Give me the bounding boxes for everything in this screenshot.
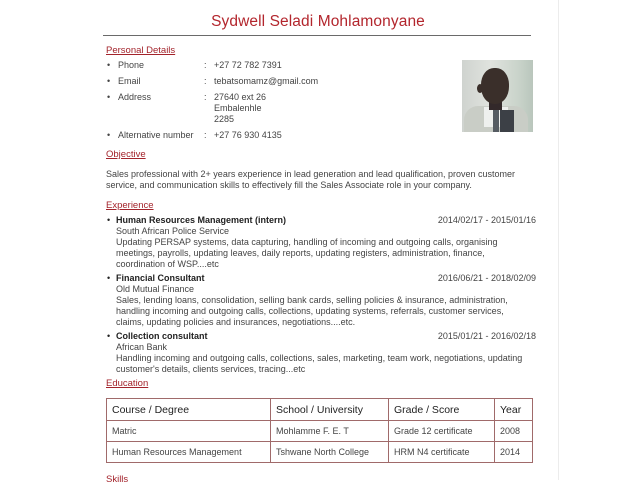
job-description-line: meetings, payrolls, updating leaves, daily reports, updating registers, administration, finance, [116, 248, 485, 258]
job-company: South African Police Service [116, 226, 230, 236]
address-line: 2285 [214, 114, 235, 124]
detail-label: Alternative number [118, 130, 194, 140]
email-link[interactable]: tebatsomamz@gmail.com [214, 76, 319, 86]
section-heading-objective: Objective [106, 149, 146, 160]
experience-item [104, 273, 536, 328]
job-description-line: claims, updating policies and insurances, negotiations....etc. [116, 317, 356, 327]
job-company: Old Mutual Finance [116, 284, 195, 294]
section-heading-experience: Experience [106, 200, 154, 211]
column-header-course: Course / Degree [107, 399, 271, 421]
table-row [107, 442, 533, 463]
resume-page [104, 0, 536, 463]
job-dates: 2014/02/17 - 2015/01/16 [437, 215, 536, 225]
table-row [107, 421, 533, 442]
cell-course: Human Resources Management [107, 442, 271, 463]
job-description-line: Updating PERSAP systems, data capturing, handling of incoming and outgoing calls, organising [116, 237, 498, 247]
detail-separator: : [204, 76, 207, 86]
cell-grade: Grade 12 certificate [389, 421, 495, 442]
profile-photo-icon [462, 60, 533, 132]
address-line: 27640 ext 26 [214, 92, 267, 102]
job-title: • Human Resources Management (intern) [116, 215, 287, 225]
cell-course: Matric [107, 421, 271, 442]
job-description-line: handling incoming and outgoing calls, collections, updating systems, referrals, customer services, [116, 306, 504, 316]
experience-list [104, 215, 536, 375]
job-dates: 2015/01/21 - 2016/02/18 [437, 331, 536, 341]
section-heading-education: Education [106, 378, 149, 389]
job-description-line: Handling incoming and outgoing calls, collections, sales, marketing, team work, negotiations, updating [116, 353, 523, 363]
cell-school: Tshwane North College [271, 442, 389, 463]
experience-item [104, 331, 536, 375]
detail-separator: : [204, 60, 207, 70]
objective-line: service, and communication skills to effectively fill the Sales Associate role in your company. [106, 180, 472, 190]
page-edge-divider [558, 0, 559, 480]
cell-grade: HRM N4 certificate [389, 442, 495, 463]
job-description-line: coordination of WSP....etc [116, 259, 219, 269]
cell-year: 2014 [495, 442, 533, 463]
detail-value [214, 92, 266, 125]
detail-label: Phone [118, 60, 145, 70]
detail-value: +27 76 930 4135 [214, 130, 282, 140]
column-header-year: Year [495, 399, 533, 421]
cell-school: Mohlamme F. E. T [271, 421, 389, 442]
job-company: African Bank [116, 342, 168, 352]
education-table-header [107, 399, 533, 421]
objective-line: Sales professional with 2+ years experience in lead generation and lead qualification, proven customer [106, 169, 515, 179]
education-table [106, 398, 533, 463]
job-description-line: customer's details, clients services, tracing...etc [116, 364, 306, 374]
detail-value: +27 72 782 7391 [214, 60, 282, 70]
resume-name: Sydwell Seladi Mohlamonyane [211, 13, 425, 30]
detail-separator: : [204, 130, 207, 140]
address-line: Embalenhle [214, 103, 262, 113]
section-heading-skills: Skills [106, 474, 129, 485]
section-heading-personal-details: Personal Details [106, 45, 176, 56]
experience-item [104, 215, 536, 270]
cell-year: 2008 [495, 421, 533, 442]
job-dates: 2016/06/21 - 2018/02/09 [437, 273, 536, 283]
job-description-line: Sales, lending loans, consolidation, selling bank cards, selling policies & insurance, administration, [116, 295, 508, 305]
column-header-grade: Grade / Score [389, 399, 495, 421]
column-header-school: School / University [271, 399, 389, 421]
detail-label: Address [118, 92, 152, 102]
detail-label: Email [118, 76, 141, 86]
job-title: • Financial Consultant [116, 273, 205, 283]
detail-separator: : [204, 92, 207, 102]
job-title: • Collection consultant [116, 331, 208, 341]
objective-text [106, 169, 531, 191]
